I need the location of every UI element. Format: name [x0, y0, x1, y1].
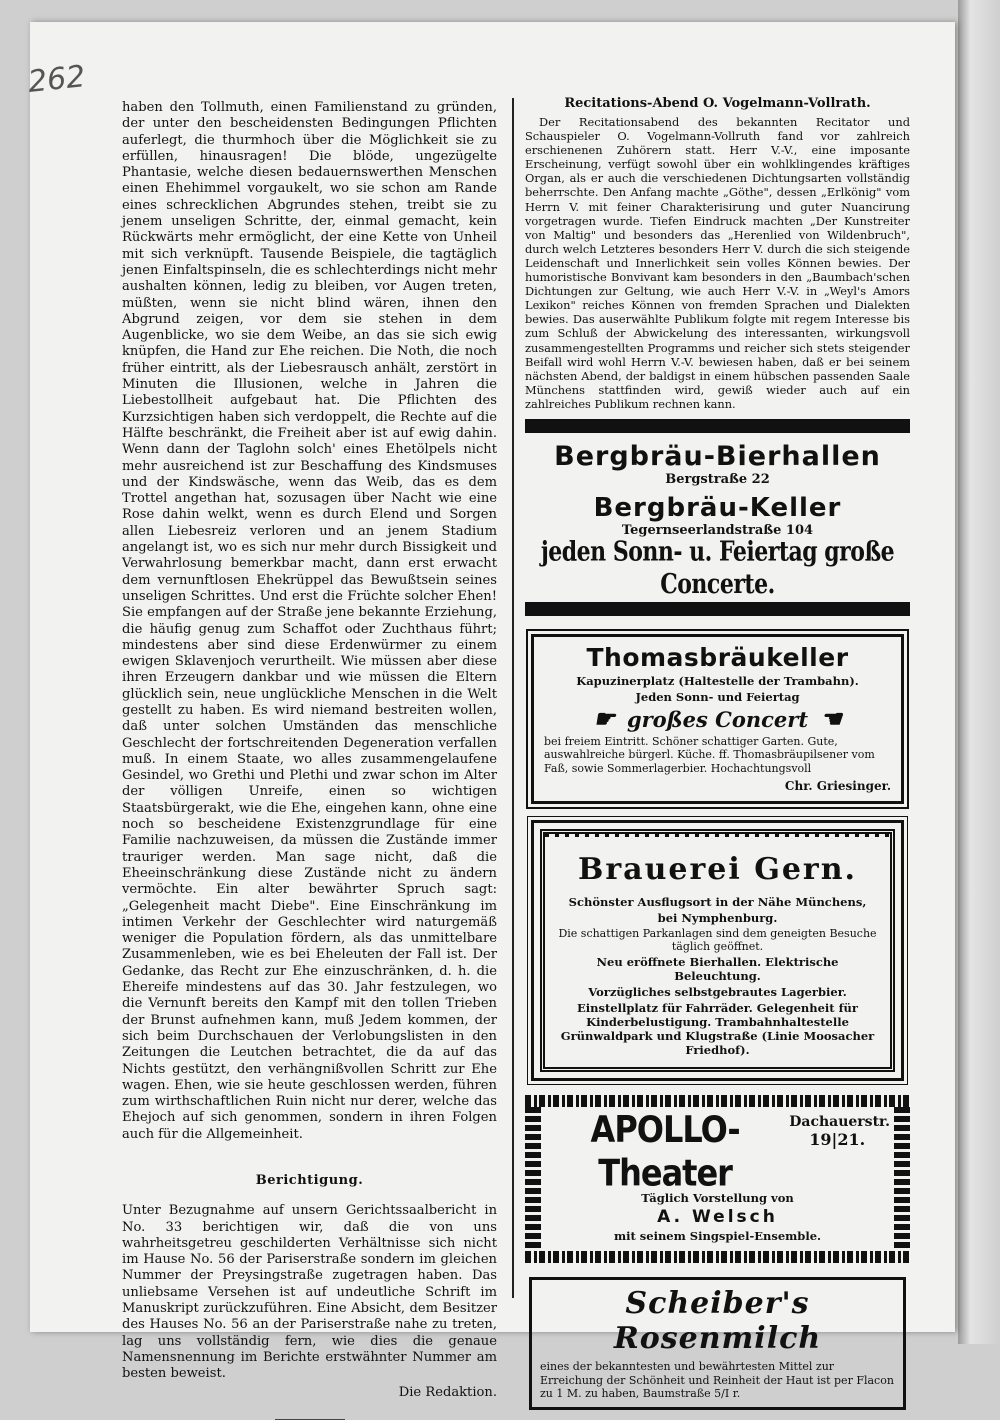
apollo-box [525, 1107, 910, 1251]
bergbraeu-keller-title: Bergbräu-Keller [593, 492, 842, 523]
gern-title: Brauerei Gern. [577, 852, 857, 888]
right-column [525, 96, 910, 1410]
column-divider [512, 98, 514, 1298]
ad-thomasbraeukeller [531, 634, 904, 805]
recital-title: Recitations-Abend O. Vogelmann-Vollrath. [564, 96, 871, 111]
ornament-border-top [525, 1095, 910, 1107]
thomas-signature: Chr. Griesinger. [784, 779, 891, 794]
apollo-address [789, 1113, 890, 1149]
pointing-hand-right-icon: ☛ [593, 704, 615, 734]
thomas-location: Kapuzinerplatz (Haltestelle der Trambahn). [576, 673, 859, 688]
gern-line3: Die schattigen Parkanlagen sind dem geneigten Besuche täglich geöffnet. [558, 927, 877, 954]
correction-body: Unter Bezugnahme auf unsern Gerichtssaalbericht in No. 33 berichtigen wir, daß die von uns wahrheitsgetreu geschilderten Verhältnisse sich nicht im Hause No. 56 der Pariserstraße sondern im gleichen Nummer der Preysingstraße zugetragen haben. Das unliebsame Versehen ist auf undeutliche Schrift im Manuskript zurückzuführen. Eine Absicht, dem Besitzer des Hauses No. 56 an der Pariserstraße nahe zu treten, lag uns vollständig fern, wie dies die genaue Namensnennung im Berichte erstwähnter Nummer am besten beweist. [122, 1203, 497, 1382]
ad-brauerei-gern [531, 820, 904, 1081]
apollo-line2: mit seinem Singspiel-Ensemble. [613, 1229, 822, 1244]
thomas-concert: großes Concert [626, 706, 809, 732]
ad-separator-bar [525, 419, 910, 433]
thomas-title: Thomasbräukeller [586, 642, 849, 672]
bergbraeu-title: Bergbräu-Bierhallen [554, 440, 881, 472]
thomas-body: bei freiem Eintritt. Schöner schattiger Garten. Gute, auswahlreiche bürgerl. Küche. ff. Thomasbräupilsener vom Faß, sowie Sommerlagerbier. Hochachtungsvoll [544, 734, 875, 775]
apollo-head [545, 1107, 890, 1196]
ad-apollo-theater [525, 1095, 910, 1263]
apollo-inner [541, 1107, 894, 1251]
bergbraeu-address: Bergstraße 22 [665, 471, 770, 487]
scheiber-title: Scheiber's Rosenmilch [613, 1286, 822, 1357]
apollo-street: Dachauerstr. [789, 1114, 890, 1131]
pointing-hand-left-icon: ☚ [820, 704, 842, 734]
bergbraeu-concerts: jeden Sonn- u. Feiertag große Concerte. [540, 535, 895, 601]
thomas-concert-row [544, 704, 891, 734]
article-paragraph: haben den Tollmuth, einen Familienstand zu gründen, der unter den bescheidensten Bedingungen Pflichten auferlegt, die thurmhoch über die Möglichkeit sie zu erfüllen, hinausragen! Die blöde, ungezügelte Phantasie, welche diesen bedauernswerthen Menschen einen Ehehimmel vorgaukelt, wo sie schon am Rande eines schrecklichen Abgrundes stehen, treibt sie zu jenem unseligen Schritte, der, einmal gemacht, kein Rückwärts mehr ermöglicht, der eine Kette von Unheil mit sich verknüpft. Tausende Beispiele, die tagtäglich jenen Einfaltspinseln, die es schlechterdings nicht mehr aushalten können, ledig zu bleiben, vor Augen treten, müßten, wenn sie nicht blind wären, ihnen den Abgrund zeigen, vor dem sie stehen in dem Augenblicke, wo sie dem Weibe, an das sie sich ewig knüpfen, die Hand zur Ehe reichen. Die Noth, die noch früher eintritt, als der Liebesrausch anhält, zerstört in Minuten die Illusionen, welche in Jahren die Liebestollheit aufgebaut hat. Die Pflichten des Kurzsichtigen haben sich verdoppelt, die Rechte auf die Hälfte beschränkt, die Freiheit aber ist auf ewig dahin. Wenn dann der Taglohn solch' eines Ehetölpels nicht mehr ausreichend ist zur Beschaffung des Kindsmuses und der Kindswäsche, wenn das Weib, das es dem Trottel angethan hat, sozusagen über Nacht wie eine Rose dahin welkt, wenn es durch Elend und Sorgen allen Liebesreiz verloren und an jenem Stadium angelangt ist, wo es sich nur mehr durch Bissigkeit und Verwahrlosung bemerkbar macht, dann erst erwacht dem vernunftlosen Ehekrüppel das Bewußtsein seines unseligen Schrittes. Und erst die Früchte solcher Ehen! Sie empfangen auf der Straße jene bekannte Erziehung, die häufig genug zum Schaffot oder Zuchthaus führt; mindestens aber sind diese Erdenwürmer zu einem ewigen Sklavenjoch verurtheilt. Wie müssen aber diese ihren Erzeugern dankbar und wie müssen die Eltern glücklich sein, neue unglückliche Menschen in die Welt gestellt zu haben. Es wird niemand bestreiten wollen, daß unter solchen Umständen das menschliche Geschlecht der fortschreitenden Degeneration verfallen muß. In einem Staate, wo alles zusammengelaufene Gesindel, wo Grethi und Plethi und zwar schon im Alter der völligen Unreife, einen so wichtigen Staatsbürgerakt, wie die Ehe, eingehen kann, ohne eine noch so bescheidene Existenzgrundlage für eine Familie nachzuweisen, da müssen die Zustände immer trauriger werden. Man sage nicht, daß die Eheeinschränkung diese Zustände nicht zu ändern vermöchte. Ein alter bewährter Spruch sagt: „Gelegenheit macht Diebe". Eine Einschränkung im intimen Verkehr der Geschlechter wird naturgemäß weniger die Population fördern, als das unmittelbare Zusammenleben, wie es bei Eheleuten der Fall ist. Der Gedanke, das Recht zur Ehe einzuschränken, d. h. die Ehereife mindestens auf das 30. Jahr festzulegen, wo die Vernunft bereits den Kampf mit den tollen Trieben der Brunst aufnehmen kann, muß Jedem kommen, der sich beim Durchschauen der Verlobungslisten in den Zeitungen die Leutchen betrachtet, die da auf das Nichts gestützt, den verhängnißvollen Schritt zur Ehe wagen. Ehen, wie sie heute geschlossen werden, führen zum wirthschaftlichen Ruin nicht nur derer, welche das Ehejoch auf sich genommen, sondern in ihren Folgen auch für die Allgemeinheit. [122, 100, 497, 1142]
correction-title: Berichtigung. [255, 1173, 364, 1188]
thomas-days: Jeden Sonn- und Feiertag [635, 689, 800, 704]
recital-body: Der Recitationsabend des bekannten Recitator und Schauspieler O. Vogelmann-Vollruth fand vor zahlreich erschienenen Zuhörern statt. Herr V.-V., eine imposante Erscheinung, verfügt sowohl über ein wohlklingendes kräftiges Organ, als er auch die verschiedenen Dichtungsarten vollständig beherrschte. Den Anfang machte „Göthe", dessen „Erlkönig" vom Herrn V. mit feiner Charakterisirung und guter Nuancirung vorgetragen wurde. Tiefen Eindruck machten „Der Kunstreiter von Maltig" und besonders das „Herenlied von Wildenbruch", durch welch Letzteres besonders Herr V. durch die sich steigende Leidenschaft und Innerlichkeit sein volles Können bewies. Der humoristische Bonvivant kam besonders in den „Baumbach'schen Dichtungen zur Geltung, wie auch Herr V.-V. in „Weyl's Amors Lexikon" reiches Können von fremden Sprachen und Dialekten bewies. Das auserwählte Publikum folgte mit regem Interesse bis zum Schluß der Abwickelung des interessanten, wirkungsvoll zusammengestellten Programms und reicher sich stets steigender Beifall wird wohl Herrn V.-V. bewiesen haben, daß er bei seinem nächsten Abend, der baldigst in einem hübschen passenden Saale Münchens stattfinden wird, gewiß wieder auch auf ein zahlreiches Publikum rechnen kann. [525, 115, 910, 411]
apollo-title: APOLLO-Theater [590, 1107, 740, 1196]
bergbraeu-keller-address: Tegernseerlandstraße 104 [621, 522, 814, 538]
ornament-border-left [525, 1107, 541, 1251]
ad-bergbraeu [525, 440, 910, 601]
gern-line2: bei Nymphenburg. [657, 911, 778, 926]
gern-line5: Vorzügliches selbstgebrautes Lagerbier. [588, 985, 847, 1000]
apollo-performer: A. Welsch [657, 1207, 778, 1228]
greek-key-frame [540, 829, 895, 1072]
apollo-line1: Täglich Vorstellung von [641, 1191, 794, 1206]
ornament-border-bottom [525, 1251, 910, 1263]
gern-line6: Einstellplatz für Fahrräder. Gelegenheit für Kinderbelustigung. Trambahnhaltestelle Grünwaldpark und Klugstraße (Linie Moosacher Friedhof). [560, 1001, 875, 1058]
left-column [122, 100, 497, 1420]
page-number: 262 [26, 59, 87, 100]
correction-signature: Die Redaktion. [398, 1384, 497, 1400]
ornament-border-right [894, 1107, 910, 1251]
ad-separator-bar [525, 602, 910, 616]
scheiber-body: eines der bekanntesten und bewährtesten Mittel zur Erreichung der Schönheit und Reinheit der Haut ist per Flacon zu 1 M. zu haben, Baumstraße 5/I r. [540, 1360, 894, 1401]
apollo-number: 19|21. [809, 1130, 866, 1150]
gern-line1: Schönster Ausflugsort in der Nähe Münchens, [568, 895, 867, 910]
gern-line4: Neu eröffnete Bierhallen. Elektrische Beleuchtung. [596, 955, 839, 984]
adjacent-page-edge [958, 0, 1000, 1344]
